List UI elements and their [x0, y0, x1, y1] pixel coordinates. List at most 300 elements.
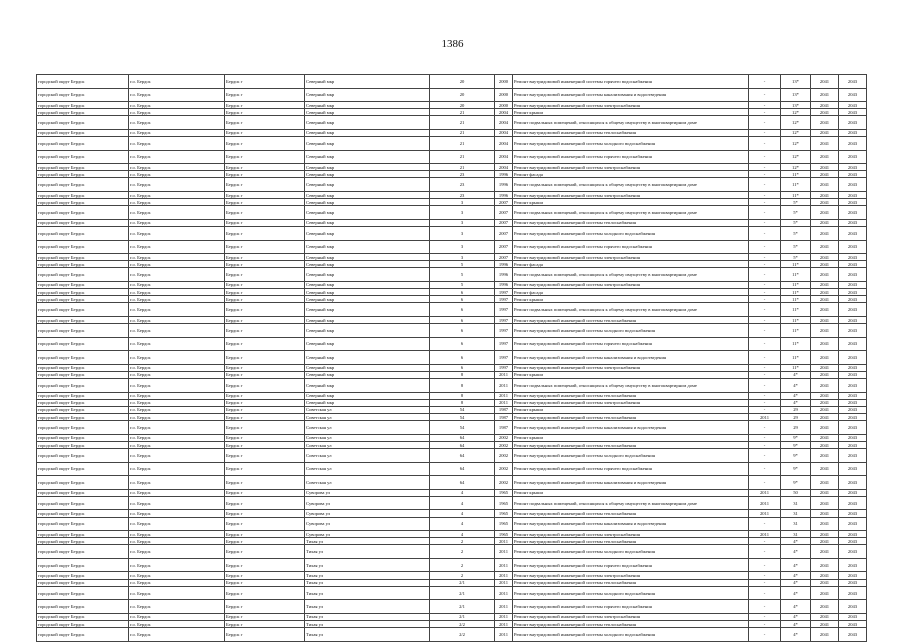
wear-cell: 11* [781, 261, 811, 268]
city-cell: Бердск г [225, 600, 305, 614]
wear-cell: 11* [781, 316, 811, 323]
plan-start-cell: 2041 [811, 289, 839, 296]
municipality-cell: городской округ Бердск [37, 545, 129, 559]
plan-start-cell: 2041 [811, 399, 839, 406]
street-cell: Суворова ул [305, 510, 430, 517]
street-cell: Северный мкр [305, 129, 430, 136]
wear-cell: 4* [781, 379, 811, 393]
build-year-cell: 2011 [495, 572, 513, 579]
page-number: 1386 [441, 38, 464, 50]
settlement-cell: г.о. Бердск [129, 462, 225, 476]
table-row [37, 531, 867, 538]
last-repair-year-cell: - [749, 116, 781, 130]
street-cell: Северный мкр [305, 206, 430, 220]
street-cell: Тихая ул [305, 545, 430, 559]
last-repair-year-cell: - [749, 137, 781, 151]
wear-cell: 9* [781, 434, 811, 441]
wear-cell: 4* [781, 558, 811, 572]
plan-end-cell: 2043 [839, 558, 867, 572]
municipality-cell: городской округ Бердск [37, 219, 129, 226]
city-cell: Бердск г [225, 462, 305, 476]
municipality-cell: городской округ Бердск [37, 75, 129, 89]
settlement-cell: г.о. Бердск [129, 219, 225, 226]
street-cell: Северный мкр [305, 199, 430, 206]
table-row [37, 324, 867, 338]
house-number-cell: 6 [430, 364, 495, 371]
plan-start-cell: 2041 [811, 613, 839, 620]
street-cell: Северный мкр [305, 281, 430, 288]
municipality-cell: городской округ Бердск [37, 572, 129, 579]
work-type-cell: Ремонт внутридомовой инженерной системы горячего водоснабжения [513, 462, 749, 476]
build-year-cell: 2002 [495, 476, 513, 490]
work-type-cell: Ремонт внутридомовой инженерной системы канализования и водоотведения [513, 476, 749, 490]
city-cell: Бердск г [225, 219, 305, 226]
last-repair-year-cell: - [749, 441, 781, 448]
plan-end-cell: 2043 [839, 351, 867, 365]
street-cell: Северный мкр [305, 178, 430, 192]
last-repair-year-cell: - [749, 586, 781, 600]
build-year-cell: 2011 [495, 579, 513, 586]
municipality-cell: городской округ Бердск [37, 558, 129, 572]
last-repair-year-cell: - [749, 219, 781, 226]
build-year-cell: 1997 [495, 364, 513, 371]
table-row [37, 620, 867, 627]
wear-cell: 4* [781, 392, 811, 399]
city-cell: Бердск г [225, 178, 305, 192]
wear-cell: 5* [781, 227, 811, 241]
street-cell: Советская ул [305, 476, 430, 490]
settlement-cell: г.о. Бердск [129, 449, 225, 463]
table-row [37, 289, 867, 296]
settlement-cell: г.о. Бердск [129, 351, 225, 365]
settlement-cell: г.о. Бердск [129, 240, 225, 254]
municipality-cell: городской округ Бердск [37, 538, 129, 545]
plan-end-cell: 2043 [839, 462, 867, 476]
table-row [37, 379, 867, 393]
last-repair-year-cell: - [749, 303, 781, 317]
house-number-cell: 4 [430, 489, 495, 496]
city-cell: Бердск г [225, 88, 305, 102]
plan-start-cell: 2041 [811, 261, 839, 268]
city-cell: Бердск г [225, 613, 305, 620]
settlement-cell: г.о. Бердск [129, 406, 225, 413]
street-cell: Северный мкр [305, 88, 430, 102]
plan-start-cell: 2041 [811, 406, 839, 413]
street-cell: Тихая ул [305, 586, 430, 600]
house-number-cell: 6 [430, 303, 495, 317]
municipality-cell: городской округ Бердск [37, 171, 129, 178]
work-type-cell: Ремонт крыши [513, 199, 749, 206]
work-type-cell: Ремонт внутридомовой инженерной системы теплоснабжения [513, 538, 749, 545]
municipality-cell: городской округ Бердск [37, 392, 129, 399]
settlement-cell: г.о. Бердск [129, 510, 225, 517]
city-cell: Бердск г [225, 337, 305, 351]
build-year-cell: 2011 [495, 392, 513, 399]
settlement-cell: г.о. Бердск [129, 613, 225, 620]
wear-cell: 4* [781, 620, 811, 627]
house-number-cell: 3 [430, 206, 495, 220]
settlement-cell: г.о. Бердск [129, 316, 225, 323]
city-cell: Бердск г [225, 441, 305, 448]
work-type-cell: Ремонт внутридомовой инженерной системы электроснабжения [513, 254, 749, 261]
city-cell: Бердск г [225, 150, 305, 164]
city-cell: Бердск г [225, 268, 305, 282]
settlement-cell: г.о. Бердск [129, 164, 225, 171]
street-cell: Северный мкр [305, 324, 430, 338]
table-row [37, 240, 867, 254]
plan-end-cell: 2043 [839, 510, 867, 517]
table-row [37, 538, 867, 545]
work-type-cell: Ремонт внутридомовой инженерной системы канализования и водоотведения [513, 517, 749, 531]
table-row [37, 517, 867, 531]
plan-end-cell: 2043 [839, 102, 867, 109]
city-cell: Бердск г [225, 510, 305, 517]
settlement-cell: г.о. Бердск [129, 206, 225, 220]
plan-start-cell: 2041 [811, 517, 839, 531]
municipality-cell: городской округ Бердск [37, 406, 129, 413]
settlement-cell: г.о. Бердск [129, 531, 225, 538]
build-year-cell: 2007 [495, 219, 513, 226]
plan-end-cell: 2043 [839, 240, 867, 254]
build-year-cell: 2007 [495, 206, 513, 220]
settlement-cell: г.о. Бердск [129, 109, 225, 116]
settlement-cell: г.о. Бердск [129, 337, 225, 351]
plan-start-cell: 2041 [811, 88, 839, 102]
municipality-cell: городской округ Бердск [37, 268, 129, 282]
plan-start-cell: 2041 [811, 129, 839, 136]
street-cell: Тихая ул [305, 600, 430, 614]
settlement-cell: г.о. Бердск [129, 434, 225, 441]
city-cell: Бердск г [225, 240, 305, 254]
wear-cell: 13* [781, 102, 811, 109]
city-cell: Бердск г [225, 628, 305, 642]
plan-start-cell: 2041 [811, 414, 839, 421]
last-repair-year-cell: - [749, 75, 781, 89]
table-row [37, 586, 867, 600]
street-cell: Северный мкр [305, 261, 430, 268]
municipality-cell: городской округ Бердск [37, 531, 129, 538]
last-repair-year-cell: - [749, 199, 781, 206]
settlement-cell: г.о. Бердск [129, 392, 225, 399]
house-number-cell: 21 [430, 150, 495, 164]
street-cell: Советская ул [305, 421, 430, 435]
build-year-cell: 2004 [495, 129, 513, 136]
city-cell: Бердск г [225, 199, 305, 206]
plan-start-cell: 2041 [811, 449, 839, 463]
plan-start-cell: 2041 [811, 268, 839, 282]
plan-end-cell: 2043 [839, 434, 867, 441]
plan-start-cell: 2041 [811, 496, 839, 510]
city-cell: Бердск г [225, 579, 305, 586]
city-cell: Бердск г [225, 296, 305, 303]
table-row [37, 206, 867, 220]
city-cell: Бердск г [225, 489, 305, 496]
wear-cell: 4* [781, 628, 811, 642]
city-cell: Бердск г [225, 316, 305, 323]
last-repair-year-cell: - [749, 628, 781, 642]
house-number-cell: 2/1 [430, 579, 495, 586]
table-row [37, 414, 867, 421]
plan-start-cell: 2041 [811, 109, 839, 116]
work-type-cell: Ремонт внутридомовой инженерной системы канализования и водоотведения [513, 88, 749, 102]
last-repair-year-cell: - [749, 517, 781, 531]
settlement-cell: г.о. Бердск [129, 399, 225, 406]
table-row [37, 171, 867, 178]
wear-cell: 4* [781, 545, 811, 559]
plan-end-cell: 2043 [839, 337, 867, 351]
table-row [37, 75, 867, 89]
house-number-cell: 23 [430, 171, 495, 178]
municipality-cell: городской округ Бердск [37, 281, 129, 288]
wear-cell: 5* [781, 240, 811, 254]
wear-cell: 11* [781, 281, 811, 288]
work-type-cell: Ремонт внутридомовой инженерной системы электроснабжения [513, 531, 749, 538]
street-cell: Советская ул [305, 406, 430, 413]
table-row [37, 489, 867, 496]
build-year-cell: 1965 [495, 531, 513, 538]
work-type-cell: Ремонт внутридомовой инженерной системы электроснабжения [513, 281, 749, 288]
table-row [37, 219, 867, 226]
settlement-cell: г.о. Бердск [129, 371, 225, 378]
street-cell: Северный мкр [305, 254, 430, 261]
work-type-cell: Ремонт внутридомовой инженерной системы холодного водоснабжения [513, 586, 749, 600]
wear-cell: 11* [781, 324, 811, 338]
plan-start-cell: 2041 [811, 441, 839, 448]
city-cell: Бердск г [225, 586, 305, 600]
wear-cell: 12* [781, 150, 811, 164]
plan-end-cell: 2043 [839, 116, 867, 130]
plan-end-cell: 2043 [839, 75, 867, 89]
house-number-cell: 5 [430, 268, 495, 282]
table-row [37, 613, 867, 620]
plan-start-cell: 2041 [811, 620, 839, 627]
work-type-cell: Ремонт внутридомовой инженерной системы теплоснабжения [513, 219, 749, 226]
build-year-cell: 1996 [495, 261, 513, 268]
street-cell: Суворова ул [305, 496, 430, 510]
plan-start-cell: 2041 [811, 316, 839, 323]
wear-cell: 29 [781, 406, 811, 413]
work-type-cell: Ремонт крыши [513, 434, 749, 441]
plan-end-cell: 2043 [839, 171, 867, 178]
work-type-cell: Ремонт внутридомовой инженерной системы теплоснабжения [513, 441, 749, 448]
table-row [37, 449, 867, 463]
city-cell: Бердск г [225, 399, 305, 406]
municipality-cell: городской округ Бердск [37, 261, 129, 268]
municipality-cell: городской округ Бердск [37, 379, 129, 393]
settlement-cell: г.о. Бердск [129, 600, 225, 614]
work-type-cell: Ремонт внутридомовой инженерной системы электроснабжения [513, 572, 749, 579]
wear-cell: 4* [781, 572, 811, 579]
plan-end-cell: 2043 [839, 289, 867, 296]
last-repair-year-cell: - [749, 364, 781, 371]
house-number-cell: 6 [430, 296, 495, 303]
build-year-cell: 1996 [495, 281, 513, 288]
city-cell: Бердск г [225, 379, 305, 393]
plan-end-cell: 2043 [839, 324, 867, 338]
table-row [37, 545, 867, 559]
build-year-cell: 1987 [495, 414, 513, 421]
table-row [37, 191, 867, 198]
table-row [37, 254, 867, 261]
build-year-cell: 1965 [495, 517, 513, 531]
table-row [37, 137, 867, 151]
plan-start-cell: 2041 [811, 351, 839, 365]
wear-cell: 5* [781, 254, 811, 261]
build-year-cell: 2011 [495, 545, 513, 559]
plan-start-cell: 2041 [811, 579, 839, 586]
build-year-cell: 2002 [495, 441, 513, 448]
plan-start-cell: 2041 [811, 628, 839, 642]
last-repair-year-cell: - [749, 254, 781, 261]
last-repair-year-cell: - [749, 150, 781, 164]
plan-end-cell: 2043 [839, 268, 867, 282]
table-row [37, 109, 867, 116]
last-repair-year-cell: - [749, 88, 781, 102]
city-cell: Бердск г [225, 414, 305, 421]
settlement-cell: г.о. Бердск [129, 227, 225, 241]
plan-start-cell: 2041 [811, 254, 839, 261]
settlement-cell: г.о. Бердск [129, 620, 225, 627]
municipality-cell: городской округ Бердск [37, 150, 129, 164]
municipality-cell: городской округ Бердск [37, 600, 129, 614]
street-cell: Советская ул [305, 441, 430, 448]
repair-schedule-table [36, 74, 867, 642]
build-year-cell: 1997 [495, 337, 513, 351]
build-year-cell: 2000 [495, 75, 513, 89]
last-repair-year-cell: - [749, 351, 781, 365]
plan-end-cell: 2043 [839, 613, 867, 620]
work-type-cell: Ремонт внутридомовой инженерной системы горячего водоснабжения [513, 558, 749, 572]
plan-start-cell: 2041 [811, 476, 839, 490]
last-repair-year-cell: - [749, 476, 781, 490]
settlement-cell: г.о. Бердск [129, 102, 225, 109]
work-type-cell: Ремонт внутридомовой инженерной системы теплоснабжения [513, 129, 749, 136]
plan-start-cell: 2041 [811, 371, 839, 378]
plan-end-cell: 2043 [839, 517, 867, 531]
city-cell: Бердск г [225, 364, 305, 371]
table-row [37, 199, 867, 206]
street-cell: Тихая ул [305, 620, 430, 627]
build-year-cell: 1965 [495, 496, 513, 510]
street-cell: Северный мкр [305, 109, 430, 116]
build-year-cell: 1996 [495, 178, 513, 192]
last-repair-year-cell: - [749, 240, 781, 254]
house-number-cell: 64 [430, 449, 495, 463]
house-number-cell: 6 [430, 316, 495, 323]
table-row [37, 406, 867, 413]
settlement-cell: г.о. Бердск [129, 75, 225, 89]
wear-cell: 31 [781, 496, 811, 510]
plan-start-cell: 2041 [811, 171, 839, 178]
build-year-cell: 2007 [495, 254, 513, 261]
settlement-cell: г.о. Бердск [129, 421, 225, 435]
municipality-cell: городской округ Бердск [37, 434, 129, 441]
house-number-cell: 4 [430, 531, 495, 538]
city-cell: Бердск г [225, 254, 305, 261]
city-cell: Бердск г [225, 496, 305, 510]
city-cell: Бердск г [225, 620, 305, 627]
plan-end-cell: 2043 [839, 538, 867, 545]
last-repair-year-cell: - [749, 462, 781, 476]
last-repair-year-cell: - [749, 191, 781, 198]
plan-start-cell: 2041 [811, 531, 839, 538]
plan-end-cell: 2043 [839, 206, 867, 220]
work-type-cell: Ремонт внутридомовой инженерной системы холодного водоснабжения [513, 324, 749, 338]
table-row [37, 296, 867, 303]
municipality-cell: городской округ Бердск [37, 324, 129, 338]
street-cell: Суворова ул [305, 517, 430, 531]
plan-start-cell: 2041 [811, 379, 839, 393]
municipality-cell: городской округ Бердск [37, 129, 129, 136]
plan-start-cell: 2041 [811, 281, 839, 288]
plan-end-cell: 2043 [839, 129, 867, 136]
street-cell: Северный мкр [305, 102, 430, 109]
work-type-cell: Ремонт подвальных помещений, относящихся к общему имуществу в многоквартирном доме [513, 496, 749, 510]
table-row [37, 392, 867, 399]
work-type-cell: Ремонт крыши [513, 406, 749, 413]
wear-cell: 5* [781, 206, 811, 220]
plan-end-cell: 2043 [839, 496, 867, 510]
plan-end-cell: 2043 [839, 379, 867, 393]
last-repair-year-cell: - [749, 399, 781, 406]
plan-end-cell: 2043 [839, 392, 867, 399]
table-row [37, 164, 867, 171]
plan-start-cell: 2041 [811, 75, 839, 89]
house-number-cell: 21 [430, 164, 495, 171]
house-number-cell: 6 [430, 324, 495, 338]
municipality-cell: городской округ Бердск [37, 254, 129, 261]
settlement-cell: г.о. Бердск [129, 558, 225, 572]
plan-start-cell: 2041 [811, 296, 839, 303]
city-cell: Бердск г [225, 558, 305, 572]
house-number-cell: 2/2 [430, 620, 495, 627]
municipality-cell: городской округ Бердск [37, 109, 129, 116]
wear-cell: 9* [781, 449, 811, 463]
plan-end-cell: 2043 [839, 421, 867, 435]
street-cell: Северный мкр [305, 399, 430, 406]
settlement-cell: г.о. Бердск [129, 116, 225, 130]
city-cell: Бердск г [225, 289, 305, 296]
last-repair-year-cell: - [749, 558, 781, 572]
work-type-cell: Ремонт внутридомовой инженерной системы электроснабжения [513, 102, 749, 109]
wear-cell: 13* [781, 88, 811, 102]
settlement-cell: г.о. Бердск [129, 281, 225, 288]
work-type-cell: Ремонт подвальных помещений, относящихся к общему имуществу в многоквартирном доме [513, 379, 749, 393]
last-repair-year-cell: - [749, 178, 781, 192]
build-year-cell: 2000 [495, 88, 513, 102]
build-year-cell: 1997 [495, 289, 513, 296]
settlement-cell: г.о. Бердск [129, 324, 225, 338]
work-type-cell: Ремонт внутридомовой инженерной системы горячего водоснабжения [513, 337, 749, 351]
build-year-cell: 2011 [495, 379, 513, 393]
street-cell: Северный мкр [305, 364, 430, 371]
street-cell: Северный мкр [305, 392, 430, 399]
municipality-cell: городской округ Бердск [37, 206, 129, 220]
table-row [37, 558, 867, 572]
settlement-cell: г.о. Бердск [129, 538, 225, 545]
plan-end-cell: 2043 [839, 406, 867, 413]
house-number-cell: 54 [430, 414, 495, 421]
municipality-cell: городской округ Бердск [37, 316, 129, 323]
street-cell: Советская ул [305, 434, 430, 441]
last-repair-year-cell: - [749, 579, 781, 586]
street-cell: Тихая ул [305, 558, 430, 572]
table-row [37, 462, 867, 476]
build-year-cell: 1997 [495, 351, 513, 365]
plan-start-cell: 2041 [811, 421, 839, 435]
city-cell: Бердск г [225, 531, 305, 538]
wear-cell: 29 [781, 414, 811, 421]
